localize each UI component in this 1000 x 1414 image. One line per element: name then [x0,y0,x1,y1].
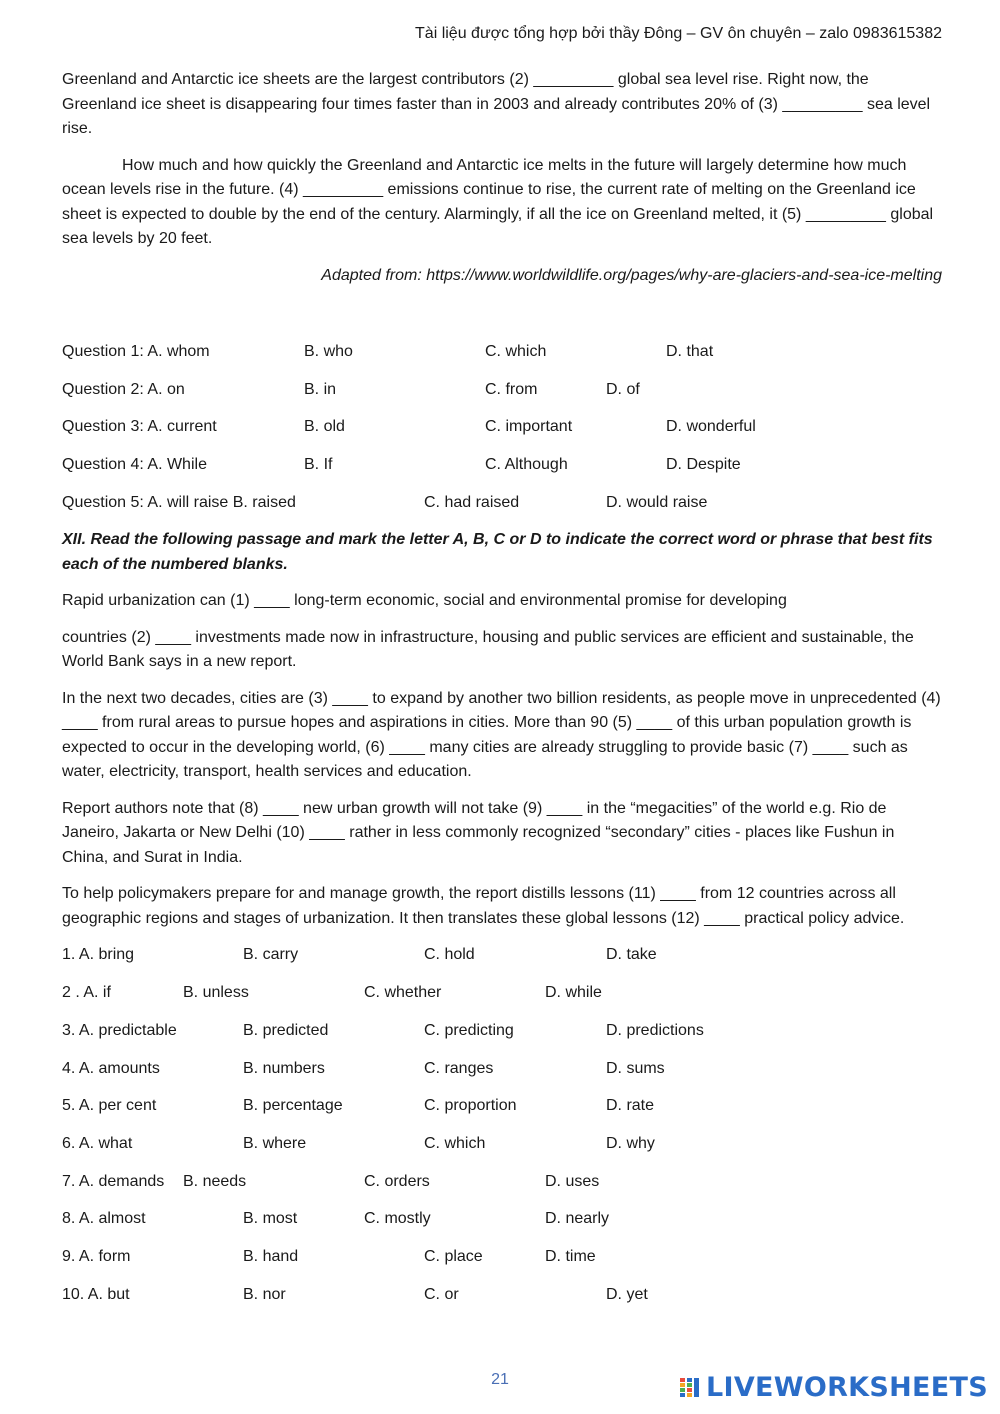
option-b[interactable]: B. If [304,456,333,474]
question-row [62,1019,942,1043]
option-d[interactable]: D. wonderful [666,418,756,436]
option-c[interactable]: C. place [424,1247,483,1265]
source-citation: Adapted from: https://www.worldwildlife.org/pages/why-are-glaciers-and-sea-ice-melting [321,266,942,284]
option-c[interactable]: C. mostly [364,1210,431,1228]
option-c[interactable]: C. had raised [424,493,520,511]
option-d[interactable]: D. sums [606,1059,665,1077]
passage2-para2: countries (2) ____ investments made now in infrastructure, housing and public services are efficient and sustainable, the World Bank says in a new report. [62,628,914,671]
option-a[interactable]: 4. A. amounts [62,1059,160,1077]
option-a[interactable]: 9. A. form [62,1247,131,1265]
question-row [62,1283,942,1307]
option-b[interactable]: B. most [243,1210,298,1228]
option-c[interactable]: C. from [485,380,538,398]
option-a[interactable]: 2 . A. if [62,984,111,1002]
passage2-para3: In the next two decades, cities are (3) ____ to expand by another two billion residents, as people move in unprecedented (4) ____ from rural areas to pursue hopes and aspirations in cities. More than 90 (5) ____ of this urban population growth is expected to occur in the developing world, (6) ____ many cities are already struggling to provide basic (7) ____ such as water, electricity, transport, health services and education. [62,689,941,781]
option-a[interactable]: 5. A. per cent [62,1097,157,1115]
passage2-para1: Rapid urbanization can (1) ____ long-term economic, social and environmental promise for developing [62,592,787,610]
option-b[interactable]: B. in [304,380,337,398]
option-c[interactable]: C. important [485,418,573,436]
option-d[interactable]: D. yet [606,1285,648,1303]
option-b[interactable]: B. who [304,343,353,360]
question-row [62,1207,942,1231]
question-row [62,1057,942,1081]
document-body [62,68,942,1320]
option-d[interactable]: D. why [606,1134,655,1152]
option-c[interactable]: C. ranges [424,1059,494,1077]
option-a[interactable]: 7. A. demands [62,1172,165,1190]
question-row [62,340,942,364]
option-b[interactable]: B. hand [243,1247,299,1265]
option-d[interactable]: D. take [606,946,657,964]
page-header: Tài liệu được tổng hợp bởi thầy Đông – GV ôn chuyên – zalo 0983615382 [415,25,942,42]
liveworksheets-logo[interactable] [680,1372,988,1403]
question-row [62,415,942,439]
option-d[interactable]: D. uses [545,1172,600,1190]
option-b[interactable]: B. unless [183,984,249,1002]
option-c[interactable]: C. or [424,1285,459,1303]
option-d[interactable]: D. rate [606,1097,655,1115]
passage2-para4: Report authors note that (8) ____ new urban growth will not take (9) ____ in the “megacities” of the world e.g. Rio de Janeiro, Jakarta or New Delhi (10) ____ rather in less commonly recognized “secondary” cities - places like Fushun in China, and Surat in India. [62,799,895,866]
question-row [62,943,942,967]
brand-name: LIVEWORKSHEETS [705,1372,988,1403]
option-b[interactable]: B. carry [243,946,299,964]
option-c[interactable]: C. proportion [424,1097,517,1115]
option-d[interactable]: D. would raise [606,493,708,511]
option-b[interactable]: B. old [304,418,345,436]
passage2-para5: To help policymakers prepare for and manage growth, the report distills lessons (11) ____ from 12 countries across all geographic regions and stages of urbanization. It then translates these global lessons (12) ____ practical policy advice. [62,885,905,927]
option-b[interactable]: B. predicted [243,1021,329,1039]
passage1-para1: Greenland and Antarctic ice sheets are the largest contributors (2) _________ global sea level rise. Right now, the Greenland ice sheet is disappearing four times faster than in 2003 and already contributes 20% of (3) _________ sea level rise. [62,71,931,137]
option-b[interactable]: B. percentage [243,1097,343,1115]
question-row [62,1132,942,1156]
option-a[interactable]: 8. A. almost [62,1210,146,1228]
option-d[interactable]: D. Despite [666,456,741,474]
option-c[interactable]: C. hold [424,946,475,964]
option-b[interactable]: B. needs [183,1172,247,1190]
option-a[interactable]: Question 3: A. current [62,418,217,436]
option-a[interactable]: Question 5: A. will raise B. raised [62,493,296,511]
option-b[interactable]: B. where [243,1134,307,1152]
option-c[interactable]: C. which [424,1134,486,1152]
question-row [62,1094,942,1118]
passage1-para2: How much and how quickly the Greenland and Antarctic ice melts in the future will largely determine how much ocean levels rise in the future. (4) _________ emissions continue to rise, the current rate of melting on the Greenland ice sheet is expected to double by the end of the century. Alarmingly, if all the ice on Greenland melted, it (5) _________ global sea levels by 20 feet. [62,156,934,247]
question-row [62,1170,942,1194]
option-a[interactable]: 6. A. what [62,1134,133,1152]
option-a[interactable]: 10. A. but [62,1285,130,1303]
option-d[interactable]: D. while [545,984,602,1002]
option-a[interactable]: Question 1: A. whom [62,343,210,360]
question-row [62,981,942,1005]
option-d[interactable]: D. predictions [606,1021,704,1039]
option-c[interactable]: C. whether [364,984,442,1002]
option-d[interactable]: D. nearly [545,1210,610,1228]
option-d[interactable]: D. time [545,1247,596,1265]
question-row [62,1245,942,1269]
section-heading: XII. Read the following passage and mark the letter A, B, C or D to indicate the correct word or phrase that best fits each of the numbered blanks. [62,531,933,573]
option-d[interactable]: D. that [666,343,714,360]
question-row [62,453,942,477]
option-c[interactable]: C. predicting [424,1021,514,1039]
option-d[interactable]: D. of [606,380,640,398]
question-row [62,491,942,515]
option-a[interactable]: 1. A. bring [62,946,135,964]
option-a[interactable]: Question 4: A. While [62,456,207,474]
option-b[interactable]: B. numbers [243,1059,325,1077]
option-c[interactable]: C. which [485,343,547,360]
option-a[interactable]: 3. A. predictable [62,1021,177,1039]
page-number: 21 [491,1371,509,1388]
question-row [62,378,942,402]
option-c[interactable]: C. orders [364,1172,430,1190]
option-b[interactable]: B. nor [243,1285,286,1303]
option-c[interactable]: C. Although [485,456,568,474]
liveworksheets-icon [680,1376,702,1400]
option-a[interactable]: Question 2: A. on [62,380,185,398]
